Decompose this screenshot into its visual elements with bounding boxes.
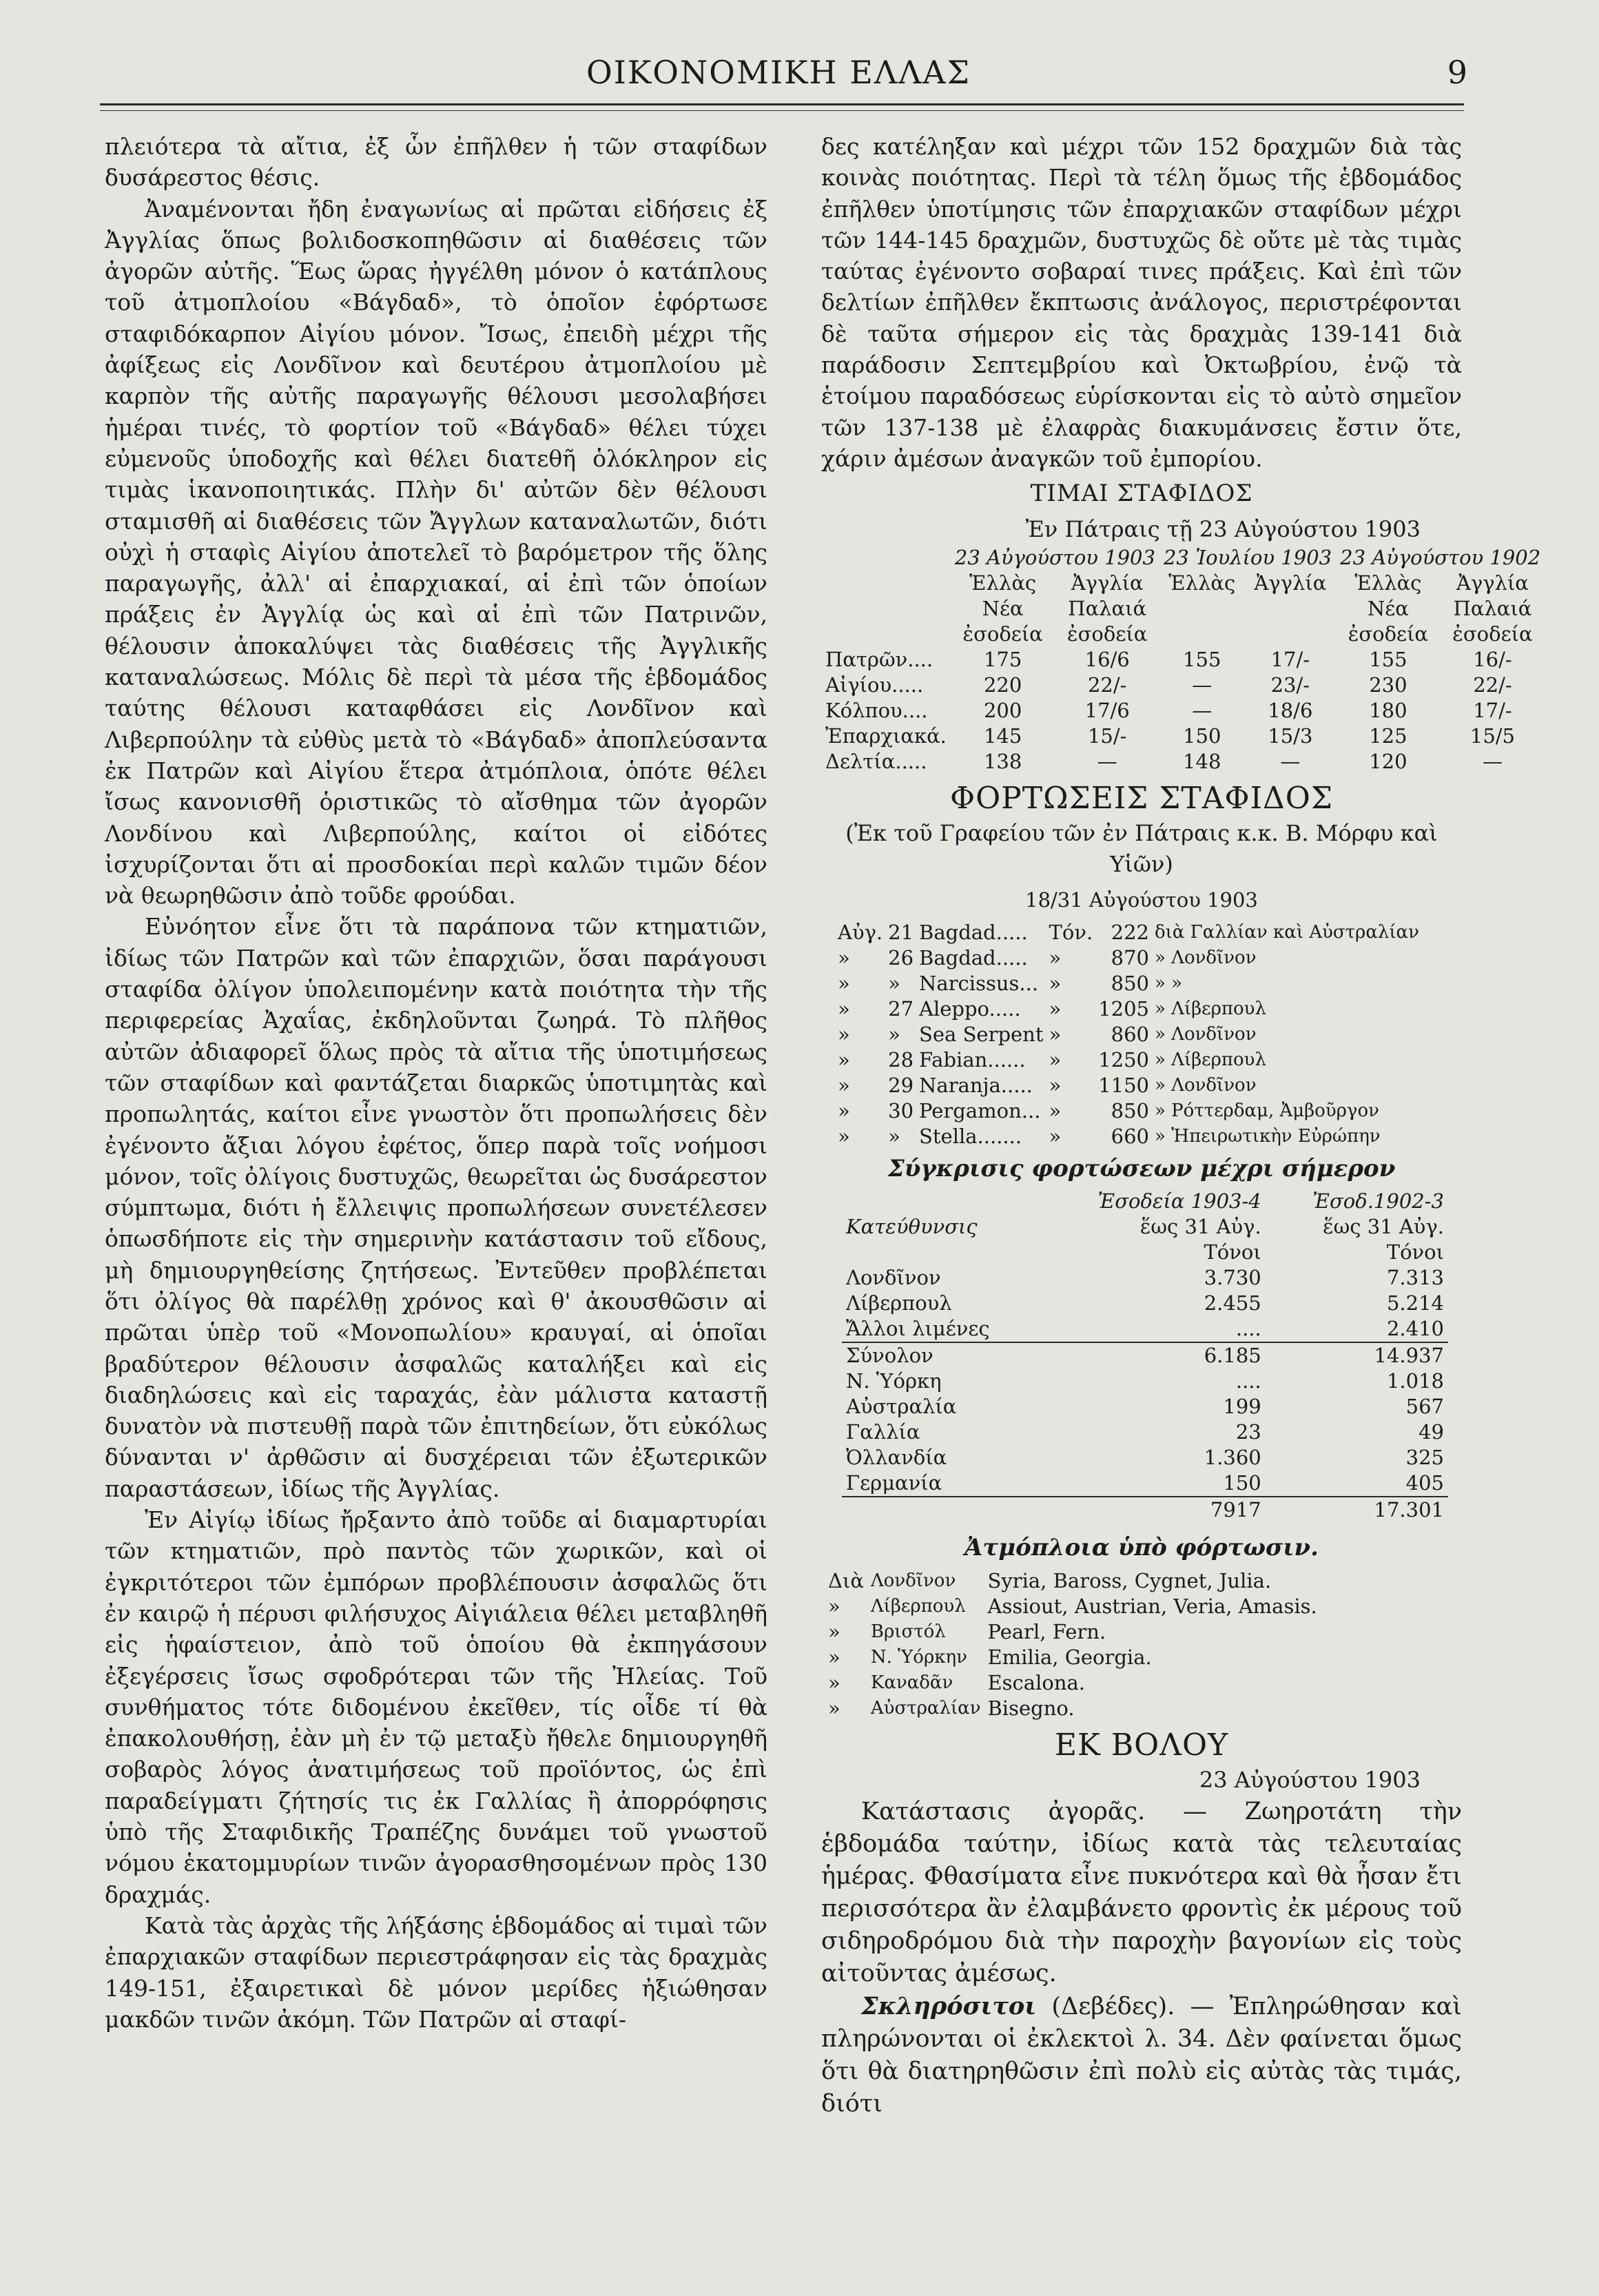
sum-label: Σύνολον xyxy=(842,1342,1041,1369)
ship-cell: Bagdad..... xyxy=(919,921,1028,945)
paragraph: Ἐν Αἰγίῳ ἰδίως ἤρξαντο ἀπὸ τοῦδε αἱ διαμαρτυρίαι τῶν κτηματιῶν, πρὸ παντὸς τῶν χωρικῶν, καὶ οἱ ἐγκριτότεροι τῶν ἐμπόρων προβλέπουσιν ἀσφαλῶς ὅτι ἐν καιρῷ ἡ πέρυσι φιλήσυχος Αἰγιάλεια θέλει μεταβληθῆ εἰς ἡφαίστειον, ἀπὸ τοῦ ὁποίου θὰ ἐκπηγάσουν ἐξεγέρσεις ἴσως σφοδρότεραι τῶν τῆς Ἠλείας. Τοῦ συνθήματος τότε διδομένου ἐκεῖθεν, τίς οἶδε τί θὰ ἐπακολουθήσῃ, ἐὰν μὴ ἐν τῷ μεταξὺ ἤθελε δημιουργηθῆ σοβαρὸς λόγος ἀνατιμήσεως τοῦ προϊόντος, ὡς ἐπὶ παραδείγματι ζήτησίς τις ἐκ Γαλλίας ἢ ἀπορρόφησις ὑπὸ τῆς Σταφιδικῆς Τραπέζης δυνάμει τοῦ γνωστοῦ νόμου ἑκατομμυρίων τινῶν ἀγορασθησομένων πρὸς 130 δραχμάς. xyxy=(105,1506,767,1908)
table-row xyxy=(842,1445,1448,1470)
price-cell: 16/6 xyxy=(1084,647,1130,671)
value-cell: 5.214 xyxy=(1386,1291,1444,1315)
total-value: 17.301 xyxy=(1266,1497,1448,1523)
price-cell: — xyxy=(1192,673,1213,697)
ship-cell: Stella....... xyxy=(919,1125,1022,1149)
value-cell: 2.410 xyxy=(1386,1317,1444,1341)
quality-header xyxy=(1245,622,1337,647)
date-header: 23 Αὐγούστου 1902 xyxy=(1340,545,1541,569)
quality-header: Νέα xyxy=(1367,596,1409,620)
ship-cell: Pergamon... xyxy=(919,1099,1041,1123)
table-row xyxy=(835,1073,1422,1098)
paragraph: δες κατέληξαν καὶ μέχρι τῶν 152 δραχμῶν διὰ τὰς κοινὰς ποιότητας. Περὶ τὰ τέλη ὅμως τῆς ἑβδομάδος ἐπῆλθεν ὑποτίμησις τῶν ἐπαρχιακῶν σταφίδων μέχρι τῶν 144-145 δραχμῶν, δυστυχῶς δὲ οὔτε μὲ τὰς τιμὰς ταύτας ἐγένοντο σοβαραί τινες πράξεις. Καὶ ἐπὶ τῶν δελτίων ἐπῆλθεν ἔκπτωσις ἀνάλογος, περιστρέφονται δὲ ταῦτα σήμερον εἰς τὰς δραχμὰς 139-141 διὰ παράδοσιν Σεπτεμβρίου καὶ Ὀκτωβρίου, ἐνῷ τὰ ἑτοίμου παραδόσεως εὑρίσκονται εἰς τὸ αὐτὸ σημεῖον τῶν 137-138 μὲ ἐλαφρὰς διακυμάνσεις ἔστιν ὅτε, χάριν ἀμέσων ἀναγκῶν τοῦ ἐμπορίου. xyxy=(821,133,1462,472)
table-row xyxy=(835,1124,1422,1149)
price-cell: 15/- xyxy=(1087,724,1127,748)
row-header: Κατεύθυνσις xyxy=(846,1215,978,1239)
table-row xyxy=(842,1291,1448,1316)
unit-cell: » xyxy=(1049,1023,1062,1047)
table-row xyxy=(842,1316,1448,1342)
destination-cell: Λίβερπουλ xyxy=(870,1595,966,1617)
table-row xyxy=(828,1619,1324,1645)
month-cell: » xyxy=(838,1048,850,1072)
price-cell: 200 xyxy=(983,698,1022,722)
unit-cell: » xyxy=(1049,1099,1062,1123)
volos-heading: ΕΚ ΒΟΛΟΥ xyxy=(1054,1727,1229,1763)
tons-cell: 850 xyxy=(1111,972,1149,996)
table-row xyxy=(842,1189,1448,1214)
ship-cell: Fabian...... xyxy=(919,1048,1026,1072)
value-cell: 1.360 xyxy=(1204,1446,1261,1470)
row-label: Λίβερπουλ xyxy=(846,1291,952,1315)
paragraph: Κατάστασις ἀγορᾶς. — Ζωηροτάτη τὴν ἑβδομάδα ταύτην, ἰδίως κατὰ τὰς τελευταίας ἡμέρας. Φθασίματα εἶνε πυκνότερα καὶ θὰ ἦσαν ἔτι περισσότερα ἂν ἐλαμβάνετο φροντὶς ἐκ μέρους τοῦ σιδηροδρόμου διὰ τὴν παροχὴν βαγονίων εἰς τοὺς αἰτοῦντας ἀμέσως. xyxy=(821,1798,1462,1988)
month-cell: » xyxy=(838,946,850,970)
paragraph xyxy=(821,1990,1462,2120)
table-row xyxy=(821,596,1545,622)
destination-cell: » Λονδῖνον xyxy=(1155,1024,1257,1045)
paragraph: Κατὰ τὰς ἀρχὰς τῆς λήξάσης ἑβδομάδος αἱ τιμαὶ τῶν ἐπαρχιακῶν σταφίδων περιεστράφησαν εἰς τὰς δραχμὰς 149-151, ἐξαιρετικαὶ δὲ μόνον μερίδες ἠξιώθησαν μακδῶν τινῶν ἀκόμη. Τῶν Πατρῶν αἱ σταφί- xyxy=(105,1911,767,2033)
shipments-heading: ΦΟΡΤΩΣΕΙΣ ΣΤΑΦΙΔΟΣ xyxy=(950,780,1333,816)
row-label: Ὀλλανδία xyxy=(846,1446,947,1470)
unit-cell: » xyxy=(1049,972,1062,996)
sum-value: 14.937 xyxy=(1266,1342,1448,1369)
month-cell: » xyxy=(838,1023,850,1047)
value-cell: 405 xyxy=(1405,1471,1444,1495)
ships-cell: Bisegno. xyxy=(987,1696,1075,1720)
prefix-cell: » xyxy=(828,1619,840,1643)
steamers-heading: Ἀτμόπλοια ὑπὸ φόρτωσιν. xyxy=(964,1534,1319,1562)
price-cell: 220 xyxy=(983,673,1022,697)
price-cell: 230 xyxy=(1369,673,1407,697)
ship-cell: Bagdad..... xyxy=(919,946,1028,970)
shipments-source: (Ἐκ τοῦ Γραφείου τῶν ἐν Πάτραις κ.κ. Β. Μόρφυ καὶ Υἱῶν) xyxy=(845,820,1438,878)
row-label: Αὐστραλία xyxy=(846,1395,957,1419)
tons-cell: 1150 xyxy=(1098,1074,1149,1098)
ship-cell: Naranja..... xyxy=(919,1074,1033,1098)
destination-cell: » Λονδῖνον xyxy=(1155,1075,1257,1096)
table-row xyxy=(821,571,1545,596)
tons-cell: 870 xyxy=(1111,946,1149,970)
table-row xyxy=(842,1419,1448,1445)
date-header: 23 Αὐγούστου 1903 xyxy=(954,545,1155,569)
price-cell: 148 xyxy=(1183,749,1221,773)
table-row xyxy=(835,1047,1422,1073)
value-cell: 3.730 xyxy=(1204,1266,1261,1290)
column-header: Ἐσοδεία 1903-4 xyxy=(1097,1189,1261,1213)
value-cell: 2.455 xyxy=(1204,1291,1261,1315)
comparison-table xyxy=(842,1189,1448,1523)
prefix-cell: » xyxy=(828,1670,840,1694)
table-row xyxy=(821,749,1545,775)
price-cell: 175 xyxy=(983,647,1022,671)
value-cell: 7.313 xyxy=(1386,1266,1444,1290)
ships-cell: Pearl, Fern. xyxy=(987,1619,1106,1643)
quality-header: Παλαιά xyxy=(1068,596,1147,620)
month-cell: » xyxy=(838,1099,850,1123)
tons-cell: 860 xyxy=(1111,1023,1149,1047)
unit-cell: » xyxy=(1049,1074,1062,1098)
table-row xyxy=(842,1497,1448,1523)
day-cell: 26 xyxy=(888,946,914,970)
quality-header: ἐσοδεία xyxy=(962,622,1043,646)
destination-cell: Καναδᾶν xyxy=(870,1672,953,1693)
prices-subheading: Ἐν Πάτραις τῇ 23 Αὐγούστου 1903 xyxy=(1025,515,1421,542)
table-row xyxy=(842,1240,1448,1265)
market-header: Ἀγγλία xyxy=(1456,571,1529,595)
right-column xyxy=(821,131,1541,2120)
price-cell: 120 xyxy=(1369,749,1407,773)
price-cell: 145 xyxy=(983,724,1022,748)
ships-cell: Emilia, Georgia. xyxy=(987,1645,1152,1669)
left-column xyxy=(105,131,767,2035)
ship-cell: Narcissus... xyxy=(919,972,1039,996)
row-label: Κόλπου.... xyxy=(825,698,928,722)
destination-cell: » Ἠπειρωτικὴν Εὐρώπην xyxy=(1155,1126,1381,1147)
row-label: Αἰγίου..... xyxy=(825,673,924,697)
price-cell: — xyxy=(1097,749,1117,773)
ship-cell: Sea Serpent xyxy=(919,1023,1044,1047)
table-row xyxy=(835,920,1422,945)
table-row xyxy=(828,1645,1324,1670)
table-row xyxy=(835,945,1422,971)
value-cell: .... xyxy=(1235,1317,1261,1341)
unit-cell: » xyxy=(1049,946,1062,970)
day-cell: » xyxy=(888,972,900,996)
row-label: Δελτία..... xyxy=(825,749,927,773)
table-row xyxy=(828,1568,1324,1594)
tons-cell: 1205 xyxy=(1098,997,1149,1021)
row-label: Γαλλία xyxy=(846,1420,920,1444)
comparison-heading: Σύγκρισις φορτώσεων μέχρι σήμερον xyxy=(887,1155,1396,1183)
market-header: Ἀγγλία xyxy=(1071,571,1144,595)
price-cell: 16/- xyxy=(1473,647,1512,671)
publication-title: ΟΙΚΟΝΟΜΙΚΗ ΕΛΛΑΣ xyxy=(586,54,971,91)
table-row xyxy=(821,698,1545,724)
page-header xyxy=(90,54,1467,102)
value-cell: 150 xyxy=(1223,1471,1261,1495)
row-label: Γερμανία xyxy=(846,1471,942,1495)
price-cell: 125 xyxy=(1369,724,1407,748)
ships-cell: Assiout, Austrian, Veria, Amasis. xyxy=(987,1594,1317,1618)
ships-cell: Syria, Baross, Cygnet, Julia. xyxy=(987,1568,1272,1592)
destination-cell: Ν. Ὑόρκην xyxy=(870,1646,967,1668)
quality-header: ἐσοδεία xyxy=(1348,622,1429,646)
prefix-cell: » xyxy=(828,1594,840,1618)
page-number: 9 xyxy=(1447,54,1467,91)
steamers-table xyxy=(828,1568,1324,1721)
day-cell: 28 xyxy=(888,1048,914,1072)
unit-cell: Τόν. xyxy=(1049,921,1093,945)
value-cell: 49 xyxy=(1419,1420,1444,1444)
market-header: Ἑλλὰς xyxy=(1168,571,1236,595)
month-cell: » xyxy=(838,1125,850,1149)
table-row xyxy=(835,971,1422,996)
quality-header: ἐσοδεία xyxy=(1067,622,1148,646)
prefix-cell: Διὰ xyxy=(828,1568,864,1592)
price-cell: 138 xyxy=(983,749,1022,773)
month-cell: Αὐγ. xyxy=(838,921,883,945)
table-row xyxy=(828,1670,1324,1696)
table-row xyxy=(821,545,1545,571)
destination-cell: διὰ Γαλλίαν καὶ Αὐστραλίαν xyxy=(1155,922,1419,943)
price-cell: 17/- xyxy=(1270,647,1310,671)
quality-header: Νέα xyxy=(982,596,1024,620)
day-cell: 21 xyxy=(888,921,914,945)
total-value: 7917 xyxy=(1041,1497,1266,1523)
unit-cell: » xyxy=(1049,1125,1062,1149)
sum-value: 6.185 xyxy=(1041,1342,1266,1369)
price-cell: 18/6 xyxy=(1268,698,1313,722)
row-label: Ἐπαρχιακά. xyxy=(825,724,947,748)
price-cell: 180 xyxy=(1369,698,1407,722)
table-row xyxy=(828,1696,1324,1721)
month-cell: » xyxy=(838,1074,850,1098)
quality-header xyxy=(1159,622,1245,647)
price-cell: 23/- xyxy=(1270,673,1310,697)
table-row xyxy=(821,622,1545,647)
destination-cell: Βριστόλ xyxy=(870,1621,946,1642)
price-cell: — xyxy=(1280,749,1301,773)
header-rule xyxy=(100,103,1464,105)
day-cell: 30 xyxy=(888,1099,914,1123)
destination-cell: » Λίβερπουλ xyxy=(1155,998,1266,1020)
shipments-table xyxy=(835,920,1422,1149)
price-cell: 17/6 xyxy=(1084,698,1130,722)
destination-cell: Λονδῖνον xyxy=(870,1570,956,1591)
price-cell: — xyxy=(1192,698,1213,722)
table-row xyxy=(842,1342,1448,1369)
price-cell: 15/5 xyxy=(1469,724,1515,748)
price-cell: — xyxy=(1482,749,1503,773)
value-cell: .... xyxy=(1235,1369,1261,1393)
destination-cell: » Ρόττερδαμ, Ἀμβοῦργον xyxy=(1155,1100,1379,1122)
destination-cell: » Λονδῖνον xyxy=(1155,947,1257,969)
unit-cell: » xyxy=(1049,997,1062,1021)
table-row xyxy=(821,724,1545,749)
market-header: Ἑλλὰς xyxy=(969,571,1037,595)
day-cell: » xyxy=(888,1125,900,1149)
row-label: Ἄλλοι λιμένες xyxy=(846,1317,990,1341)
month-cell: » xyxy=(838,997,850,1021)
row-label: Λονδῖνον xyxy=(846,1266,941,1290)
volos-date: 23 Αὐγούστου 1903 xyxy=(1199,1766,1421,1793)
column-header: Ἐσοδ.1902-3 xyxy=(1312,1189,1444,1213)
column-subheader: ἕως 31 Αὐγ. xyxy=(1323,1215,1444,1239)
unit-cell: » xyxy=(1049,1048,1062,1072)
paragraph: Εὐνόητον εἶνε ὅτι τὰ παράπονα τῶν κτηματιῶν, ἰδίως τῶν Πατρῶν καὶ τῶν ἐπαρχιῶν, ὅσαι παράγουσι σταφίδα ὀλίγον ὑπολειπομένην κατὰ ποιότητα τὴν τῆς περιφερείας Ἀχαΐας, ἐκδηλοῦνται ζωηρά. Τὸ πλῆθος αὐτῶν ἀδιαφορεῖ ὅλως πρὸς τὰ αἴτια τῆς ὑποτιμήσεως τῶν σταφίδων καὶ φαντάζεται διαρκῶς ὑποτιμητὰς καὶ προπωλητάς, καίτοι εἶνε γνωστὸν ὅτι προπωλήσεις δὲν ἐγένοντο ἄξιαι λόγου ἐφέτος, ὅπερ παρὰ τοῖς νοήμοσι μόνον, τοῖς ὀλίγοις δυστυχῶς, θεωρεῖται ὡς δυσάρεστον σύμπτωμα, διότι ἡ ἔλλειψις προπωλήσεων συνετέλεσεν ὁπωσδήποτε εἰς τὴν σημερινὴν κατάστασιν τοῦ εἴδους, μὴ δημιουργηθείσης ζητήσεως. Ἐντεῦθεν προβλέπεται ὅτι ὀλίγος θὰ παρέλθῃ χρόνος καὶ θ' ἀκουσθῶσιν αἱ πρῶται ὑπὲρ τοῦ «Μονοπωλίου» κραυγαί, αἱ ὁποῖαι βραδύτερον θέλουσιν ἀσφαλῶς καταλήξει καὶ εἰς διαδηλώσεις καὶ εἰς ταραχάς, ἐὰν μάλιστα καταστῇ δυνατὸν νὰ πιστευθῇ παρὰ τῶν ἐπιτηδείων, ὅτι εὐκόλως δύνανται ν' ἀρθῶσιν αἱ δυσχέρειαι τῶν ἐξωτερικῶν παραστάσεων, ἰδίως τῆς Ἀγγλίας. xyxy=(105,913,767,1502)
value-cell: 199 xyxy=(1223,1395,1261,1419)
ship-cell: Aleppo..... xyxy=(919,997,1021,1021)
prices-table xyxy=(821,545,1545,775)
shipments-date: 18/31 Αὐγούστου 1903 xyxy=(1025,888,1258,912)
price-cell: 22/- xyxy=(1473,673,1512,697)
price-cell: 155 xyxy=(1369,647,1407,671)
value-cell: 1.018 xyxy=(1386,1369,1444,1393)
table-row xyxy=(842,1369,1448,1394)
price-cell: 150 xyxy=(1183,724,1221,748)
table-row xyxy=(842,1470,1448,1497)
destination-cell: Αὐστραλίαν xyxy=(870,1697,981,1719)
month-cell: » xyxy=(838,972,850,996)
value-cell: 325 xyxy=(1405,1446,1444,1470)
table-row xyxy=(835,996,1422,1022)
price-cell: 17/- xyxy=(1473,698,1512,722)
day-cell: 27 xyxy=(888,997,914,1021)
prefix-cell: » xyxy=(828,1645,840,1669)
day-cell: » xyxy=(888,1023,900,1047)
unit-label: Τόνοι xyxy=(1204,1240,1261,1264)
price-cell: 22/- xyxy=(1087,673,1127,697)
ships-cell: Escalona. xyxy=(987,1670,1086,1694)
destination-cell: » » xyxy=(1155,973,1183,994)
market-header: Ἀγγλία xyxy=(1254,571,1327,595)
header-rule-thin xyxy=(100,110,1464,111)
table-row xyxy=(821,647,1545,673)
table-row xyxy=(828,1594,1324,1619)
day-cell: 29 xyxy=(888,1074,914,1098)
tons-cell: 222 xyxy=(1111,921,1149,945)
unit-label: Τόνοι xyxy=(1386,1240,1444,1264)
row-label: Πατρῶν.... xyxy=(825,647,933,671)
value-cell: 567 xyxy=(1405,1395,1444,1419)
destination-cell: » Λίβερπουλ xyxy=(1155,1049,1266,1071)
tons-cell: 850 xyxy=(1111,1099,1149,1123)
prefix-cell: » xyxy=(828,1696,840,1720)
quality-header xyxy=(1245,596,1337,622)
value-cell: 23 xyxy=(1235,1420,1261,1444)
market-header: Ἑλλὰς xyxy=(1354,571,1422,595)
table-row xyxy=(842,1394,1448,1419)
tons-cell: 1250 xyxy=(1098,1048,1149,1072)
date-header: 23 Ἰουλίου 1903 xyxy=(1163,545,1332,569)
column-subheader: ἕως 31 Αὐγ. xyxy=(1139,1215,1261,1239)
paragraph: Ἀναμένονται ἤδη ἐναγωνίως αἱ πρῶται εἰδήσεις ἐξ Ἀγγλίας ὅπως βολιδοσκοπηθῶσιν αἱ διαθέσεις τῶν ἀγορῶν αὐτῆς. Ἕως ὥρας ἠγγέλθη μόνον ὁ κατάπλους τοῦ ἀτμοπλοίου «Βάγδαδ», τὸ ὁποῖον ἐφόρτωσε σταφιδόκαρπον Αἰγίου μόνον. Ἴσως, ἐπειδὴ μέχρι τῆς ἀφίξεως εἰς Λονδῖνον καὶ δευτέρου ἀτμοπλοίου μὲ καρπὸν τῆς αὐτῆς παραγωγῆς θέλουσι μεσολαβήσει ἡμέραι τινές, τὸ φορτίον τοῦ «Βάγδαδ» θέλει τύχει εὐμενοῦς ὑποδοχῆς καὶ θέλει διατεθῆ ὁλόκληρον εἰς τιμὰς ἱκανοποιητικάς. Πλὴν δι' αὐτῶν δὲν θέλουσι σταμισθῆ αἱ διαθέσεις τῶν Ἄγγλων καταναλωτῶν, διότι οὐχὶ ἡ σταφὶς Αἰγίου ἀποτελεῖ τὸ βαρόμετρον τῆς ὅλης παραγωγῆς, ἀλλ' αἱ ἐπαρχιακαί, αἱ ἐπὶ τῶν ὁποίων πράξεις ἐν Ἀγγλίᾳ ὡς καὶ αἱ ἐπὶ τῶν Πατρινῶν, θέλουσιν ἀποκαλύψει τὰς διαθέσεις τῆς Ἀγγλικῆς καταναλώσεως. Μόλις δὲ περὶ τὰ μέσα τῆς ἑβδομάδος ταύτης θέλουσι καταφθάσει εἰς Λονδῖνον καὶ Λιβερπούλην τὰ εὐθὺς μετὰ τὸ «Βάγδαδ» ἀποπλεύσαντα ἐκ Πατρῶν καὶ Αἰγίου ἕτερα ἀτμόπλοια, ὁπότε θέλει ἴσως κανονισθῆ ὁριστικῶς τὸ αἴσθημα τῶν ἀγορῶν Λονδίνου καὶ Λιβερπούλης, καίτοι οἱ εἰδότες ἰσχυρίζονται ὅτι αἱ προσδοκίαι περὶ καλῶν τιμῶν δέον νὰ θεωρηθῶσιν ἀπὸ τοῦδε φρούδαι. xyxy=(105,195,767,910)
table-row xyxy=(835,1098,1422,1124)
table-row xyxy=(842,1265,1448,1291)
row-label: Ν. Ὑόρκη xyxy=(846,1369,942,1393)
prices-heading: ΤΙΜΑΙ ΣΤΑΦΙΔΟΣ xyxy=(1030,480,1253,508)
quality-header: ἐσοδεία xyxy=(1452,622,1533,646)
price-cell: 155 xyxy=(1183,647,1221,671)
price-cell: 15/3 xyxy=(1268,724,1313,748)
paragraph: πλειότερα τὰ αἴτια, ἐξ ὧν ἐπῆλθεν ἡ τῶν σταφίδων δυσάρεστος θέσις. xyxy=(105,133,767,192)
lead-term: Σκληρόσιτοι xyxy=(861,1992,1037,2021)
quality-header: Παλαιά xyxy=(1453,596,1532,620)
table-row xyxy=(842,1214,1448,1240)
quality-header xyxy=(1159,596,1245,622)
paragraph-text: (Δεβέδες). — Ἐπληρώθησαν καὶ πληρώνονται οἱ ἐκλεκτοὶ λ. 34. Δὲν φαίνεται ὅμως ὅτι θὰ διατηρηθῶσιν ἐπὶ πολὺ εἰς αὐτὰς τὰς τιμάς, διότι xyxy=(821,1993,1462,2118)
table-row xyxy=(821,673,1545,698)
tons-cell: 660 xyxy=(1111,1125,1149,1149)
table-row xyxy=(835,1022,1422,1047)
